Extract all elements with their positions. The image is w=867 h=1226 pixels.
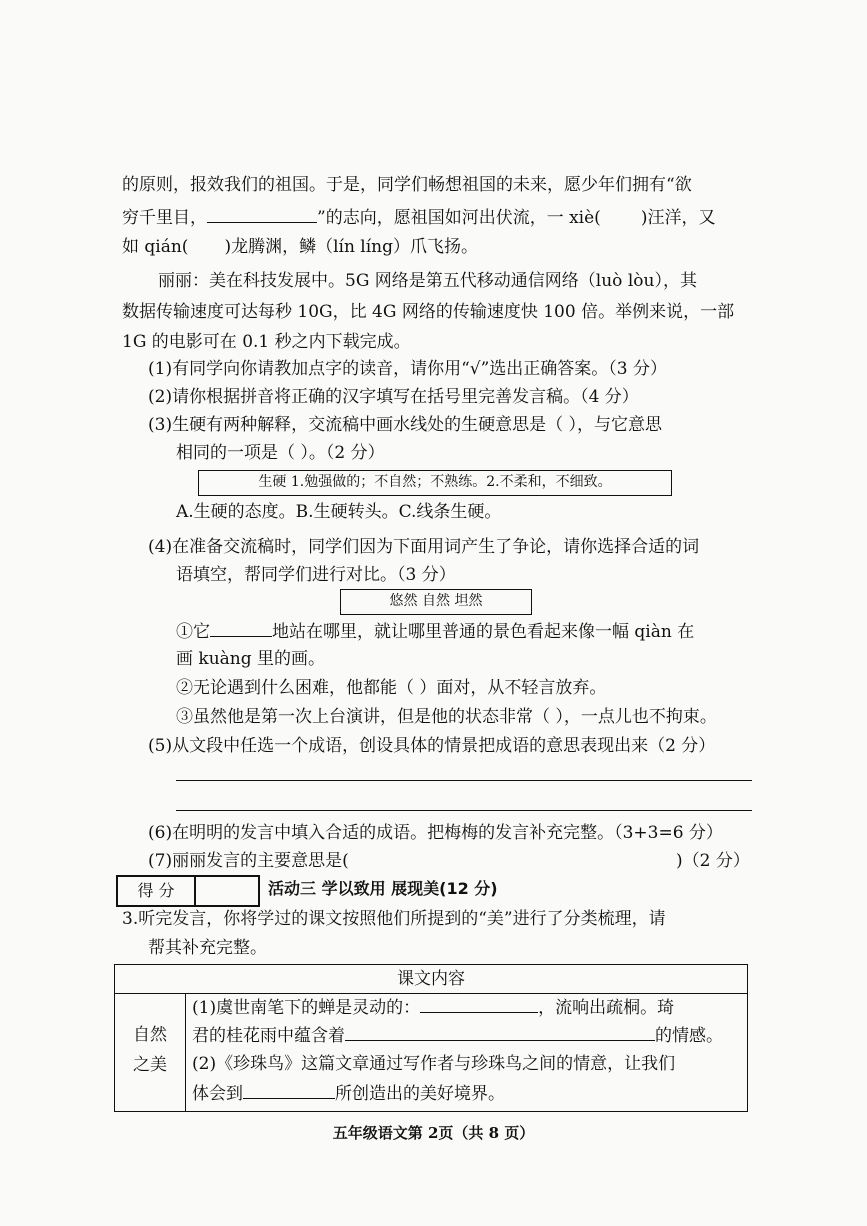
para1-line2-mid: ”的志向，愿祖国如河出伏流，一 xiè(	[317, 208, 601, 228]
cell-line2-end: 的情感。	[655, 1026, 723, 1046]
score-box	[116, 875, 260, 907]
para1-line1: 的原则，报效我们的祖国。于是，同学们畅想祖国的未来，愿少年们拥有“欲	[122, 175, 692, 195]
question-4-sentence3: ③虽然他是第一次上台演讲，但是他的状态非常（ ），一点儿也不拘束。	[176, 707, 717, 727]
table-cell-line3: (2)《珍珠鸟》这篇文章通过写作者与珍珠鸟之间的情意，让我们	[192, 1054, 676, 1074]
cell-line1-end: ，流响出疏桐。琦	[538, 998, 675, 1018]
table-cell-line4	[192, 1082, 505, 1105]
answer-line-1[interactable]	[176, 780, 752, 781]
fill-blank-3[interactable]	[420, 996, 538, 1013]
cell-line4-start: 体会到	[192, 1084, 243, 1104]
sentence1-end: 地站在哪里，就让哪里普通的景色看起来像一幅 qiàn 在	[272, 622, 695, 642]
cell-line4-end: 所创造出的美好境界。	[335, 1084, 505, 1104]
para1-line3-start: 如 qián(	[122, 237, 189, 257]
para2-line1: 丽丽：美在科技发展中。5G 网络是第五代移动通信网络（luò lòu），其	[158, 271, 697, 291]
question-7-start: (7)丽丽发言的主要意思是(	[148, 851, 349, 871]
question-7-end: )（2 分）	[676, 851, 750, 871]
para2-line2: 数据传输速度可达每秒 10G，比 4G 网络的传输速度快 100 倍。举例来说，一部	[122, 302, 735, 322]
question-3-line2: 相同的一项是（ ）。（2 分）	[176, 443, 385, 463]
word-choice-box: 悠然 自然 坦然	[340, 589, 532, 615]
score-field[interactable]	[196, 877, 258, 905]
row-label-line1: 自然	[133, 1025, 167, 1045]
table-cell-line1	[192, 996, 674, 1019]
para1-line2	[122, 206, 715, 229]
question-7	[148, 850, 349, 872]
question-3-options: A.生硬的态度。B.生硬转头。C.线条生硬。	[176, 502, 502, 522]
para1-line3-end: )龙腾渊，鳞（lín líng）爪飞扬。	[224, 237, 479, 257]
answer-line-2[interactable]	[176, 810, 752, 811]
para2-line3: 1G 的电影可在 0.1 秒之内下载完成。	[122, 332, 411, 352]
question-3-line1: (3)生硬有两种解释，交流稿中画水线处的生硬意思是（ ），与它意思	[148, 415, 662, 435]
page-footer: 五年级语文第 2页（共 8 页）	[332, 1124, 535, 1142]
question-4-sentence1-cont: 画 kuàng 里的画。	[176, 649, 326, 669]
para1-line2-end: )汪洋，又	[640, 208, 716, 228]
definition-box: 生硬 1.勉强做的；不自然；不熟练。2.不柔和，不细致。	[198, 470, 672, 496]
question-2: (2)请你根据拼音将正确的汉字填写在括号里完善发言稿。（4 分）	[148, 387, 639, 407]
sentence1-start: ①它	[176, 622, 210, 642]
fill-blank-2[interactable]	[210, 620, 272, 637]
table-divider	[185, 993, 186, 1111]
para1-line2-start: 穷千里目，	[122, 208, 207, 228]
question-main-3-line1: 3.听完发言，你将学过的课文按照他们所提到的“美”进行了分类梳理，请	[122, 909, 666, 929]
fill-blank-4[interactable]	[345, 1024, 655, 1041]
table-row-label	[115, 1020, 185, 1080]
cell-line1-start: (1)虞世南笔下的蝉是灵动的：	[192, 998, 421, 1018]
row-label-line2: 之美	[133, 1055, 167, 1075]
section-title: 活动三 学以致用 展现美(12 分)	[268, 879, 498, 898]
para1-line3	[122, 236, 478, 258]
fill-blank-1[interactable]	[207, 206, 317, 223]
cell-line2-start: 君的桂花雨中蕴含着	[192, 1026, 345, 1046]
table-cell-line2	[192, 1024, 723, 1047]
score-label: 得 分	[118, 877, 196, 905]
question-4-sentence2: ②无论遇到什么困难，他都能（ ）面对，从不轻言放弃。	[176, 678, 607, 698]
question-main-3-line2: 帮其补充完整。	[148, 938, 267, 958]
fill-blank-5[interactable]	[243, 1082, 335, 1099]
question-1: (1)有同学向你请教加点字的读音，请你用“√”选出正确答案。（3 分）	[148, 359, 668, 379]
table-header: 课文内容	[115, 965, 747, 994]
question-4-sentence1	[176, 620, 694, 643]
question-6: (6)在明明的发言中填入合适的成语。把梅梅的发言补充完整。（3+3=6 分）	[148, 823, 723, 843]
question-4-line1: (4)在准备交流稿时，同学们因为下面用词产生了争论，请你选择合适的词	[148, 537, 700, 557]
question-4-line2: 语填空，帮同学们进行对比。（3 分）	[176, 565, 456, 585]
question-5: (5)从文段中任选一个成语，创设具体的情景把成语的意思表现出来（2 分）	[148, 736, 716, 756]
